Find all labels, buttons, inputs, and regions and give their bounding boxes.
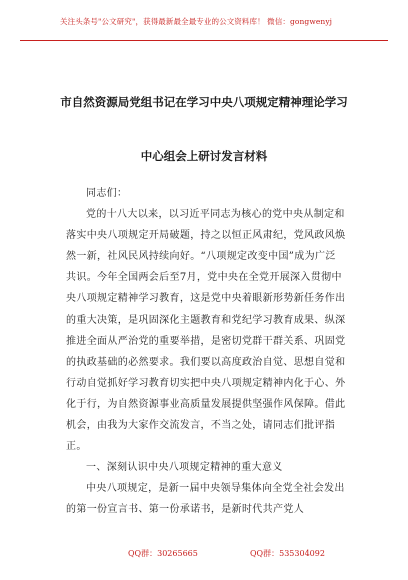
- section-heading-1: 一、深刻认识中央八项规定精神的重大意义: [86, 462, 283, 474]
- paragraph-intro: 党的十八大以来，以习近平同志为核心的党中央从制定和落实中央八项规定开局破题，持之以恒正风肃纪，党风政风焕然一新，社风民风持续向好。“八项规定改变中国”成为广泛共识。今年全国两会后至7月，党中央在全党开展深入贯彻中央八项规定精神学习教育，这是党中央着眼新形势新任务作出的重大决策，是巩固深化主题教育和党纪学习教育成果、纵深推进全面从严治党的重要举措，是密切党群干群关系、巩固党的执政基础的必然要求。我们要以高度政治自觉、思想自觉和行动自觉抓好学习教育切实把中央八项规定精神内化于心、外化于行，为自然资源事业高质量发展提供坚强作风保障。借此机会，由我为大家作交流发言，不当之处，请同志们批评指正。: [66, 209, 346, 453]
- document-title-line-1: 市自然资源局党组书记在学习中央八项规定精神理论学习: [60, 95, 348, 109]
- salutation: 同志们：: [86, 188, 128, 199]
- header-divider: [20, 40, 388, 41]
- document-title-line-2: 中心组会上研讨发言材料: [140, 149, 268, 163]
- footer-qq-group-1: QQ群：30265665: [128, 549, 198, 558]
- header-banner: 关注头条号"公文研究"，获得最新最全最专业的公文资料库！ 微信：gongwenyj: [60, 17, 333, 26]
- document-body: [66, 183, 346, 521]
- footer-qq-group-2: QQ群：535304092: [250, 549, 325, 558]
- paragraph-section-1: 中央八项规定，是新一届中央领导集体向全党全社会发出的第一份宣言书、第一份承诺书，是新时代共产党人: [66, 483, 345, 516]
